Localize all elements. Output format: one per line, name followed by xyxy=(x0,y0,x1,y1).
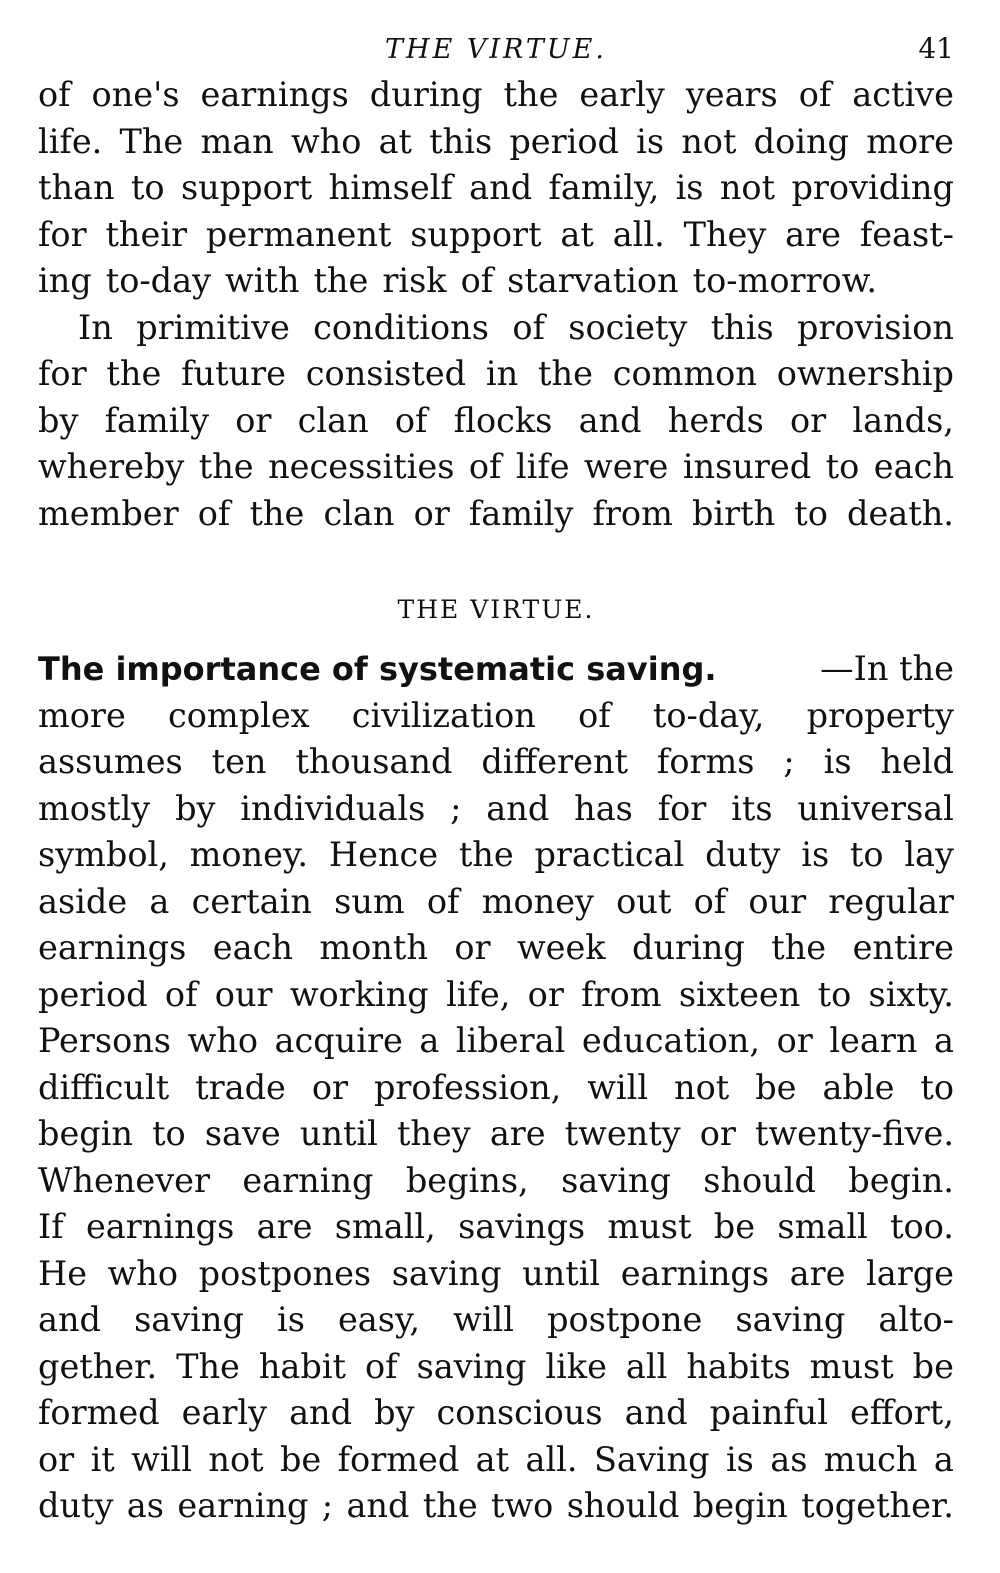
text-line: member of the clan or family from birth to death. xyxy=(38,493,954,533)
running-head xyxy=(38,20,954,72)
paragraph-lead-heading: The importance of systematic saving. xyxy=(38,650,717,688)
text-line: Whenever earning begins, saving should begin. xyxy=(38,1160,954,1200)
text-line: In primitive conditions of society this provision xyxy=(78,307,954,347)
running-title: THE VIRTUE. xyxy=(385,34,607,65)
text-line: gether. The habit of saving like all habits must be xyxy=(38,1346,954,1386)
text-line: assumes ten thousand different forms ; is held xyxy=(38,742,954,781)
paragraph-systematic-saving xyxy=(38,646,954,1530)
text-line: difficult trade or profession, will not be able to xyxy=(38,1067,954,1107)
text-line: If earnings are small, savings must be small too. xyxy=(38,1207,954,1246)
text-line: more complex civilization of to-day, property xyxy=(38,695,954,735)
text-line: He who postpones saving until earnings are large xyxy=(38,1253,954,1293)
text-line: duty as earning ; and the two should begin together. xyxy=(38,1486,954,1525)
paragraph-primitive-conditions xyxy=(38,305,954,538)
page-number: 41 xyxy=(918,32,954,65)
section-heading: THE VIRTUE. xyxy=(397,595,595,624)
text-line: for the future consisted in the common ownership xyxy=(38,354,954,393)
book-page xyxy=(38,20,954,1530)
text-line: for their permanent support at all. They are feast- xyxy=(38,214,954,254)
paragraph-continuation xyxy=(38,72,954,305)
paragraph-lead-tail: —In the xyxy=(820,649,954,688)
text-line: mostly by individuals ; and has for its universal xyxy=(38,788,954,828)
text-line: by family or clan of flocks and herds or lands, xyxy=(38,400,954,440)
text-line: period of our working life, or from sixteen to sixty. xyxy=(38,974,954,1014)
text-line: and saving is easy, will postpone saving alto- xyxy=(38,1300,954,1339)
text-line: begin to save until they are twenty or twenty-five. xyxy=(38,1114,954,1153)
text-line: or it will not be formed at all. Saving is as much a xyxy=(38,1439,954,1479)
text-line: than to support himself and family, is not providing xyxy=(38,168,954,207)
text-line: earnings each month or week during the entire xyxy=(38,928,954,967)
text-line: symbol, money. Hence the practical duty is to lay xyxy=(38,835,954,874)
text-line: ing to-day with the risk of starvation to-morrow. xyxy=(38,261,878,300)
text-line: life. The man who at this period is not doing more xyxy=(38,121,954,161)
text-line: aside a certain sum of money out of our regular xyxy=(38,881,954,921)
paragraph-lead-line xyxy=(38,646,954,693)
text-line: formed early and by conscious and painful effort, xyxy=(38,1393,954,1432)
text-line: whereby the necessities of life were insured to each xyxy=(38,447,954,486)
text-line: Persons who acquire a liberal education, or learn a xyxy=(38,1021,954,1060)
text-line: of one's earnings during the early years of active xyxy=(38,75,954,114)
